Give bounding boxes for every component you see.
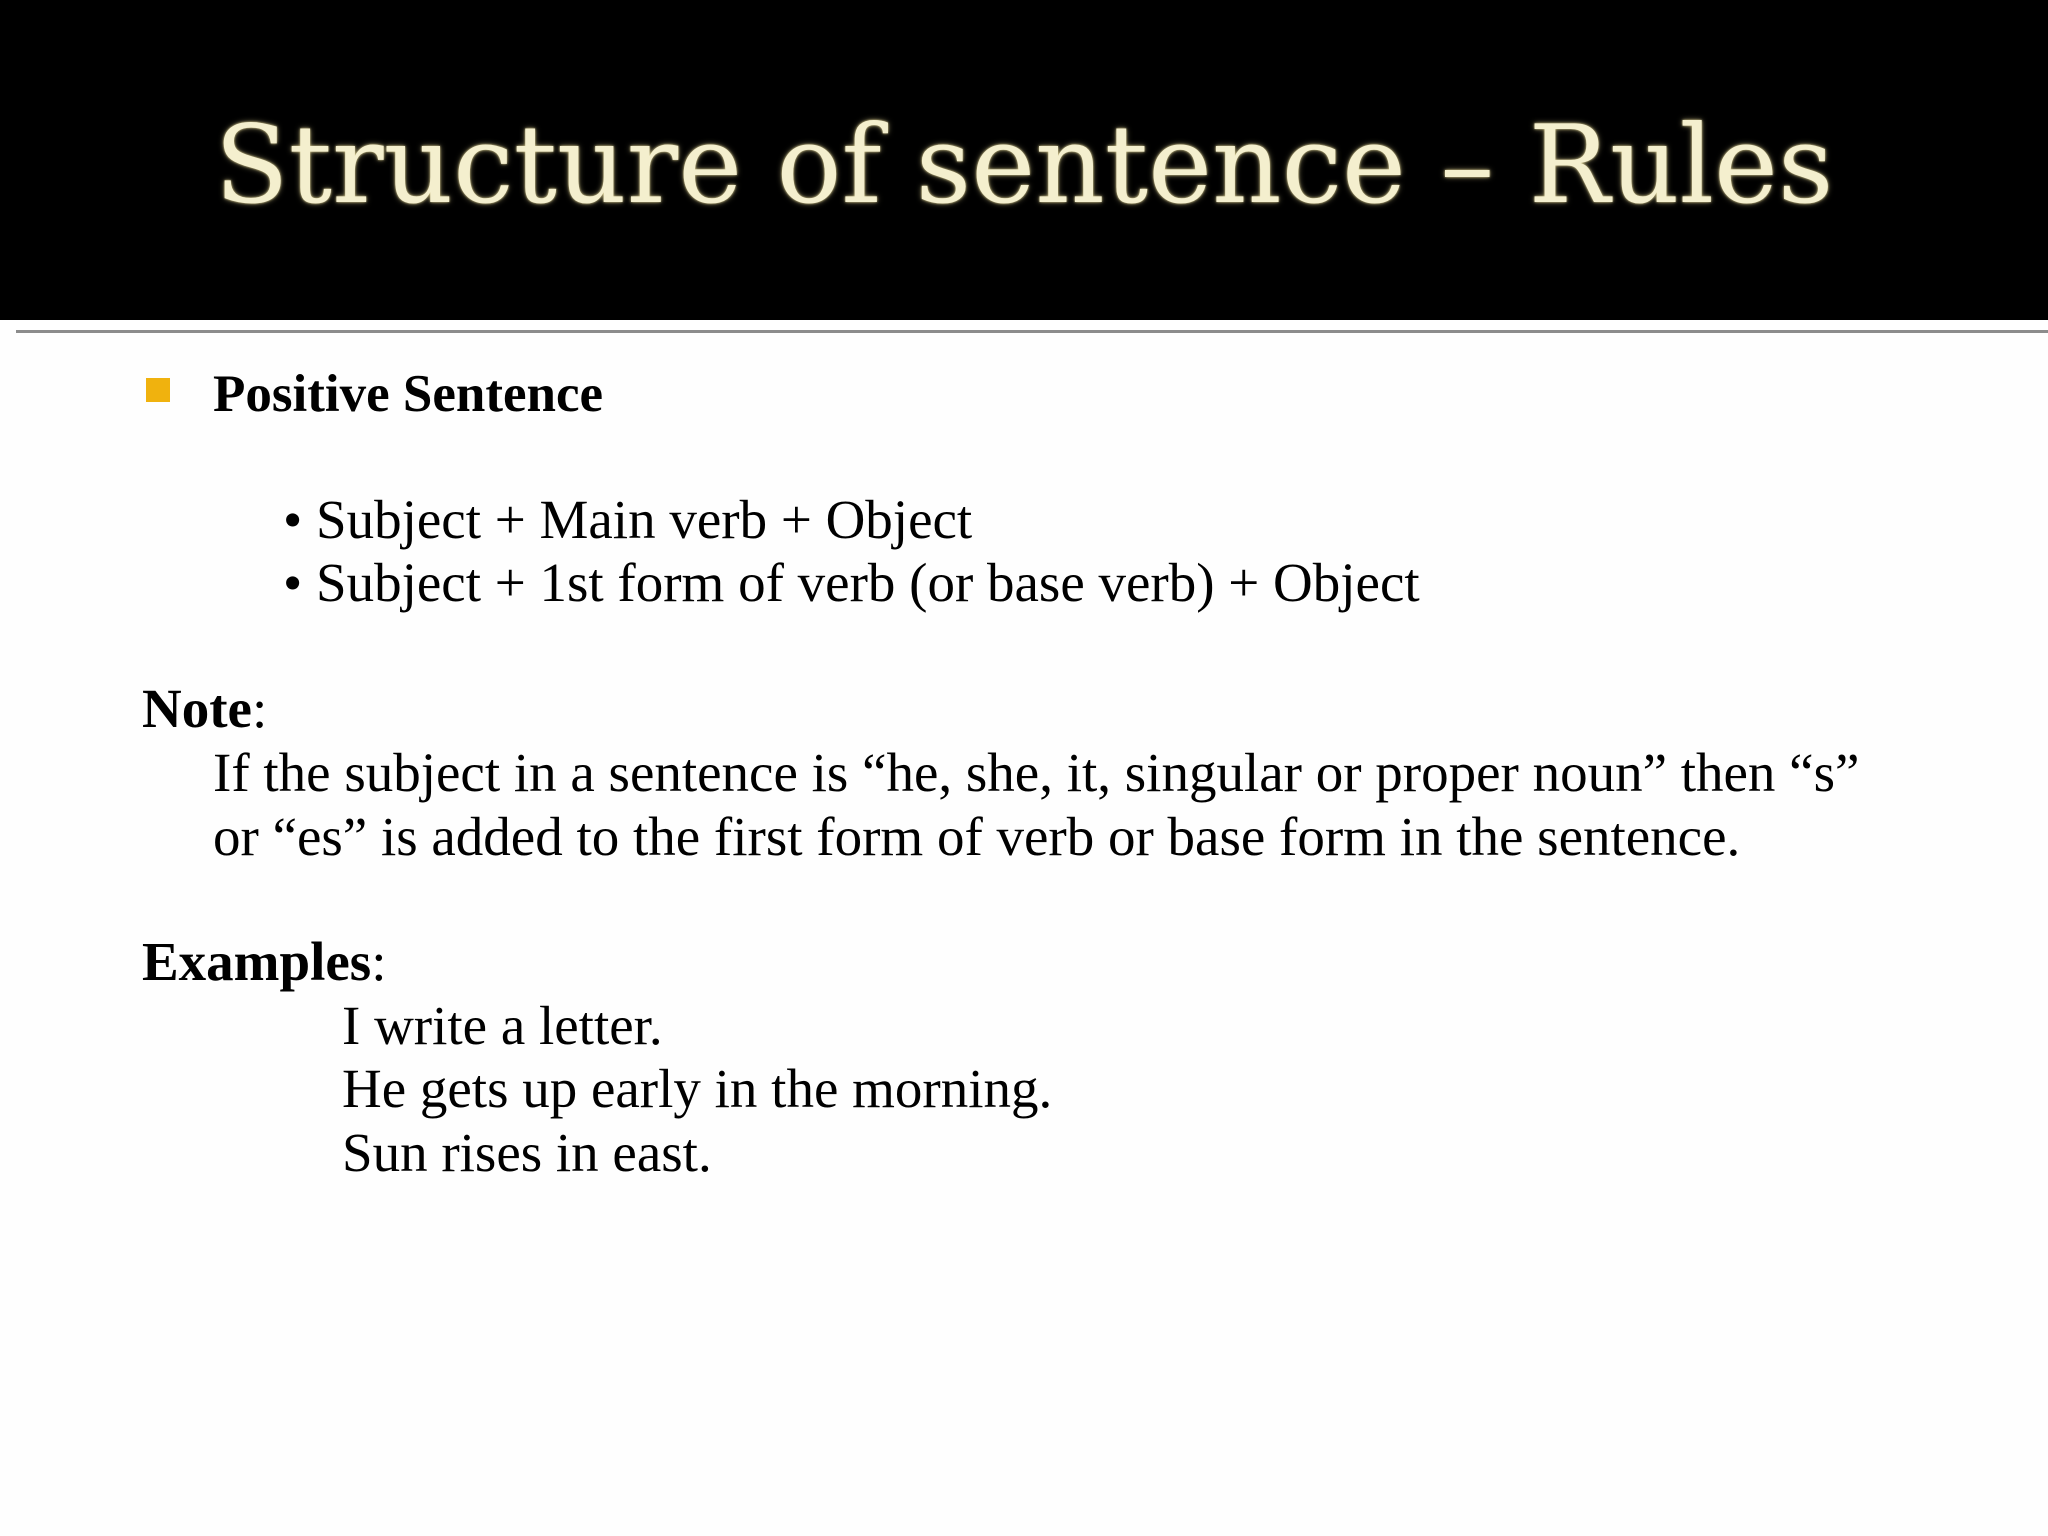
slide-title: Structure of sentence – Rules (214, 103, 1834, 228)
examples-label-colon: : (371, 931, 387, 992)
note-label-colon: : (251, 678, 268, 739)
example-sentence: I write a letter. (342, 995, 663, 1056)
square-bullet-icon (146, 378, 170, 402)
title-divider-white (0, 320, 2048, 330)
formula-item: • Subject + 1st form of verb (or base verb) + Object (283, 552, 1420, 613)
note-label-text: Note (142, 678, 252, 739)
note-line: If the subject in a sentence is “he, she, it, singular or proper noun” then “s” (213, 742, 1860, 803)
formula-item: • Subject + Main verb + Object (283, 489, 973, 550)
examples-label (142, 930, 386, 994)
section-heading: Positive Sentence (213, 365, 604, 423)
example-sentence: Sun rises in east. (342, 1122, 712, 1183)
note-line: or “es” is added to the first form of verb or base form in the sentence. (213, 806, 1741, 867)
example-sentence: He gets up early in the morning. (342, 1058, 1053, 1119)
examples-label-text: Examples (142, 931, 372, 992)
note-label (142, 677, 267, 741)
title-divider-line (16, 330, 2048, 333)
title-bar (0, 0, 2048, 320)
